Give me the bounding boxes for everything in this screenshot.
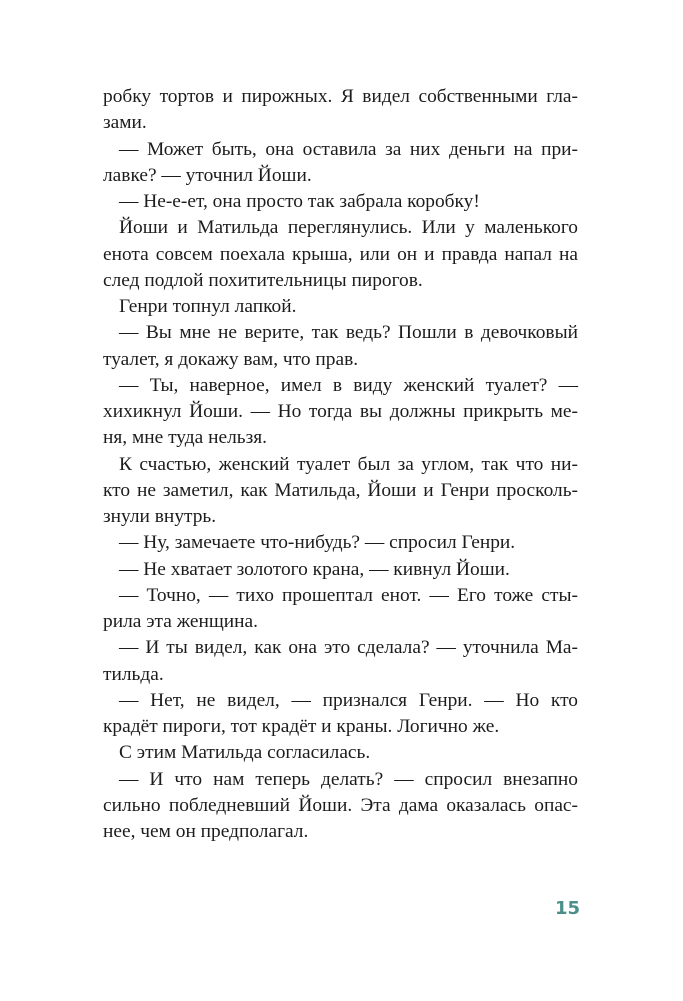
text-line: тильда.: [103, 663, 164, 685]
text-line: ня, мне туда нельзя.: [103, 427, 268, 449]
text-line: — Может быть, она оставила за них деньги на при-: [119, 138, 578, 160]
text-line: робку тортов и пирожных. Я видел собственными гла-: [103, 86, 578, 107]
text-line: Йоши и Матильда переглянулись. Или у маленького: [119, 217, 578, 239]
text-line: зами.: [103, 112, 147, 134]
text-line: хихикнул Йоши. — Но тогда вы должны прикрыть ме-: [103, 401, 578, 422]
text-line: — Нет, не видел, — признался Генри. — Но кто: [119, 689, 578, 711]
text-line: рила эта женщина.: [103, 611, 258, 632]
text-line: — Не-е-ет, она просто так забрала коробку!: [119, 191, 480, 212]
text-line: — И ты видел, как она это сделала? — уточнила Ма-: [119, 637, 578, 659]
text-line: лавке? — уточнил Йоши.: [103, 164, 312, 186]
text-line: — Вы мне не верите, так ведь? Пошли в девочковый: [119, 322, 578, 344]
text-line: сильно побледневший Йоши. Эта дама оказалась опас-: [103, 794, 578, 816]
text-line: — Ты, наверное, имел в виду женский туалет? —: [119, 374, 578, 396]
text-line: — Точно, — тихо прошептал енот. — Его тоже сты-: [119, 584, 578, 606]
text-line: енота совсем поехала крыша, или он и правда напал на: [103, 243, 578, 265]
text-line: кто не заметил, как Матильда, Йоши и Генри просколь-: [103, 479, 578, 501]
text-line: — Не хватает золотого крана, — кивнул Йоши.: [119, 558, 510, 580]
text-line: след подлой похитительницы пирогов.: [103, 269, 423, 291]
text-line: знули внутрь.: [103, 506, 217, 527]
text-line: С этим Матильда согласилась.: [119, 742, 371, 764]
text-line: — Ну, замечаете что-нибудь? — спросил Генри.: [119, 532, 516, 554]
page-number: 15: [554, 898, 580, 919]
text-line: туалет, я докажу вам, что прав.: [103, 348, 359, 370]
text-line: Генри топнул лапкой.: [119, 296, 297, 317]
text-line: — И что нам теперь делать? — спросил внезапно: [119, 768, 578, 790]
text-line: крадёт пироги, тот крадёт и краны. Логично же.: [103, 716, 500, 737]
body-text: [103, 84, 578, 845]
text-line: К счастью, женский туалет был за углом, так что ни-: [119, 453, 578, 475]
text-line: нее, чем он предполагал.: [103, 821, 309, 842]
